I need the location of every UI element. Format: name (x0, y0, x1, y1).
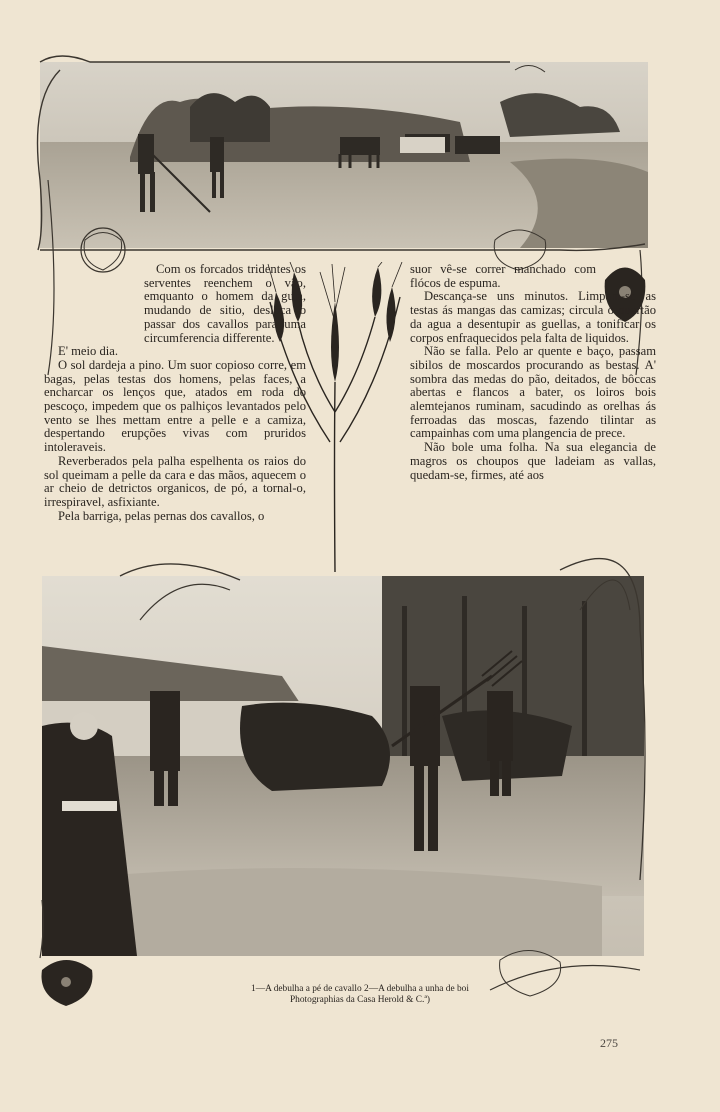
paragraph: Com os forcados tridentes os serventes reenchem o vão, emquanto o homem da guia, mudando de sitio, desloca o passar dos cavallos para uma circumferencia differente. (144, 262, 306, 345)
caption-line-2: Photographias da Casa Herold & C.ª) (289, 995, 431, 1005)
paragraph: suor vê-se correr manchado com flócos de espuma. (410, 262, 596, 290)
photo-caption (150, 984, 570, 1006)
article-column-left (44, 263, 306, 523)
paragraph: E' meio dia. (58, 344, 118, 359)
article-column-right (410, 263, 656, 482)
paragraph: Pela barriga, pelas pernas dos cavallos, o (58, 508, 265, 523)
paragraph: Não bole uma folha. Na sua elegancia de magros os choupos que ladeiam as vallas, quedam-se, firmes, até aos (410, 440, 656, 482)
paragraph: Não se falla. Pelo ar quente e baço, passam sibilos de moscardos procurando as bestas. A' sombra das medas do pão, deitados, de bôccas abertas e flancos a bater, os loiros bois alemtejanos ruminam, sacudindo as orelhas ás ferroadas das moscas, fazendo tilintar as campainhas com uma plangencia de prece. (410, 344, 656, 441)
paragraph: O sol dardeja a pino. Um suor copioso corre, em bagas, pelas testas dos homens, pelas faces, a encharcar os lenços que, atados em roda do pescoço, impedem que os palhiços levantados pelo vento se lhes mettam entre a pelle e a camiza, despertando erupções vivas com pruridos intoleraveis. (44, 357, 306, 455)
flourish-ornament-bottom (0, 550, 720, 1010)
caption-line-1: 1—A debulha a pé de cavallo 2—A debulha a unha de boi (251, 984, 469, 994)
flower-ornament-bottom-left (42, 960, 93, 1006)
paragraph: Descança-se uns minutos. Limpam-se as testas ás mangas das camizas; circula o quartão da agua a desentupir as guellas, a tonificar os corpos enfraquecidos pela falta de liquidos. (410, 289, 656, 345)
page-number: 275 (600, 1036, 618, 1050)
paragraph: Reverberados pela palha espelhenta os raios do sol queimam a pelle da cara e das mãos, aquecem o ar cheio de detrictos organicos, de pó, a tornal-o, irrespiravel, asfixiante. (44, 453, 306, 509)
